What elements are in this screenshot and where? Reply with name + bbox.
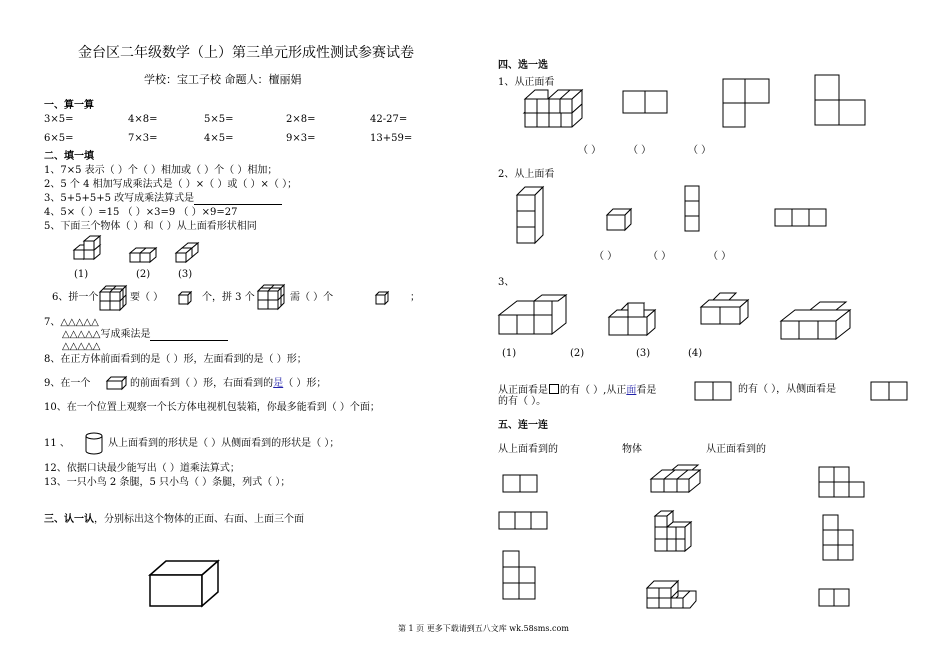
q2-9-text: 的前面看到（ ）形，右面看到的 bbox=[130, 378, 274, 389]
s5-col-front-view: 从正面看到的 bbox=[706, 444, 766, 455]
q9-cuboid-icon bbox=[106, 376, 128, 390]
page-footer: 第 1 页 更多下载请到五八文库 wk.58sms.com bbox=[398, 624, 569, 633]
calc-2-5: 13+59= bbox=[370, 133, 413, 144]
s4-q1: 1、从正面看 bbox=[498, 77, 555, 88]
s5-top-view-3 bbox=[502, 550, 538, 602]
q11-cylinder-icon bbox=[84, 432, 104, 456]
s5-front-view-2 bbox=[822, 514, 856, 564]
q2-6-part-b: 要（ ） bbox=[130, 292, 164, 303]
s4-q3-label-3: (3) bbox=[636, 348, 651, 359]
q2-7-line-1: 7、△△△△△ bbox=[44, 317, 99, 328]
section-5-heading: 五、连一连 bbox=[498, 420, 548, 431]
calc-2-3: 4×5= bbox=[204, 133, 234, 144]
section-4-heading: 四、选一选 bbox=[498, 60, 548, 71]
s5-top-view-1 bbox=[502, 474, 542, 496]
q5-label-3: (3) bbox=[178, 269, 193, 280]
q6-small-cube-icon bbox=[178, 291, 194, 305]
s4-q2-object-figure bbox=[516, 184, 546, 246]
q2-9-part-a: 9、在一个 bbox=[44, 378, 91, 389]
q2-13: 13、一只小鸟 2 条腿，5 只小鸟（ ）条腿，列式（ ）； bbox=[44, 477, 291, 488]
s4-q3-object-4 bbox=[780, 300, 852, 344]
s5-object-3 bbox=[646, 576, 700, 610]
calc-2-2: 7×3= bbox=[128, 133, 158, 144]
calc-1-1: 3×5= bbox=[44, 114, 74, 125]
s4-q3-object-2 bbox=[608, 300, 660, 340]
q2-3 bbox=[44, 193, 282, 205]
q2-6-part-d: 需（ ）个 bbox=[290, 292, 334, 303]
section-3-text: ，分别标出这个物体的正面、右面、上面三个面 bbox=[94, 514, 304, 525]
q6-big-cube-icon-2 bbox=[256, 283, 288, 311]
s4-q3-object-1 bbox=[498, 294, 570, 338]
calc-1-3: 5×5= bbox=[204, 114, 234, 125]
q2-7-blank bbox=[150, 340, 228, 341]
s4-q2-option-2 bbox=[684, 185, 702, 233]
s4-q3-text-d: 的有（ ），从侧面看是 bbox=[738, 384, 837, 395]
s4-q3-text-a: 从正面看是 bbox=[498, 385, 548, 396]
calc-2-4: 9×3= bbox=[286, 133, 316, 144]
calc-2-1: 6×5= bbox=[44, 133, 74, 144]
s4-q3: 3、 bbox=[498, 277, 515, 288]
section-3-heading: 三、认一认 bbox=[44, 514, 94, 525]
s4-q3-label-2: (2) bbox=[570, 348, 585, 359]
s4-q2-option-3 bbox=[774, 208, 830, 228]
section-1-heading: 一、算一算 bbox=[44, 100, 94, 111]
s4-q3-two-squares-figure bbox=[694, 381, 734, 403]
q2-12: 12、依据口诀最少能写出（ ）道乘法算式； bbox=[44, 463, 240, 474]
s4-q3-object-3 bbox=[700, 292, 752, 328]
s4-q2-option-1 bbox=[606, 208, 634, 232]
calc-1-2: 4×8= bbox=[128, 114, 158, 125]
q2-7-line-2 bbox=[62, 329, 228, 341]
s4-q2-paren-3: （ ） bbox=[708, 251, 732, 262]
s4-q2: 2、从上面看 bbox=[498, 169, 555, 180]
q2-9-part-b bbox=[130, 378, 326, 390]
s4-q3-label-4: (4) bbox=[688, 348, 703, 359]
q2-6-part-c: 个，拼 3 个 bbox=[202, 292, 255, 303]
s4-q1-paren-2: （ ） bbox=[628, 145, 652, 156]
section-2-heading: 二、填一填 bbox=[44, 151, 94, 162]
school-line: 学校：宝工子校 命题人：檀丽娟 bbox=[144, 73, 302, 86]
s5-top-view-2 bbox=[498, 511, 552, 533]
s4-q2-paren-2: （ ） bbox=[648, 251, 672, 262]
s4-q3-text-c: 看是 bbox=[636, 385, 657, 396]
page-title: 金台区二年级数学（上）第三单元形成性测试参赛试卷 bbox=[78, 45, 414, 61]
q2-3-text: 3、5+5+5+5 改写成乘法算式是 bbox=[44, 193, 195, 204]
q2-9-text-end: （ ）形； bbox=[283, 378, 327, 389]
q2-4: 4、5×（ ）=15 （ ）×3=9 （ ）×9=27 bbox=[44, 207, 238, 218]
s4-q2-paren-1: （ ） bbox=[594, 251, 618, 262]
q2-5: 5、下面三个物体（ ）和（ ）从上面看形状相同 bbox=[44, 221, 257, 232]
s4-q1-paren-1: （ ） bbox=[578, 145, 602, 156]
q5-object-1-figure bbox=[72, 240, 108, 268]
q5-label-2: (2) bbox=[136, 269, 151, 280]
s4-q1-option-3 bbox=[814, 74, 868, 128]
s5-col-top-view: 从上面看到的 bbox=[498, 444, 558, 455]
s5-object-2 bbox=[654, 508, 694, 554]
s5-object-1 bbox=[650, 464, 702, 496]
section-3-cuboid-figure bbox=[148, 560, 220, 608]
q2-6-part-e: ； bbox=[410, 292, 420, 303]
s4-q1-option-1 bbox=[622, 90, 670, 116]
calc-1-5: 42-27= bbox=[370, 114, 408, 125]
q5-object-3-figure bbox=[174, 245, 202, 267]
q6-small-cube-icon-2 bbox=[375, 291, 391, 305]
s5-front-view-1 bbox=[818, 466, 868, 500]
s4-q1-paren-3: （ ） bbox=[688, 145, 712, 156]
q5-object-2-figure bbox=[128, 245, 162, 267]
q2-8: 8、在正方体前面看到的是（ ）形，左面看到的是（ ）形； bbox=[44, 354, 307, 365]
q2-9-link[interactable]: 是 bbox=[273, 378, 284, 389]
q2-7-text: △△△△△写成乘法是 bbox=[62, 329, 151, 340]
s4-q1-option-2 bbox=[722, 78, 772, 130]
calc-1-4: 2×8= bbox=[286, 114, 316, 125]
s4-q3-link[interactable]: 面 bbox=[626, 385, 637, 396]
s4-q3-two-squares-figure-2 bbox=[870, 381, 910, 403]
s4-q3-text-b: 的有（ ）,从正 bbox=[560, 385, 627, 396]
q5-label-1: (1) bbox=[74, 269, 89, 280]
s5-front-view-3 bbox=[818, 588, 852, 610]
s5-col-object: 物体 bbox=[622, 444, 642, 455]
q2-2: 2、5 个 4 相加写成乘法式是（ ）×（ ）或（ ）×（ ）； bbox=[44, 179, 298, 190]
q2-3-blank bbox=[194, 204, 282, 205]
q6-big-cube-icon bbox=[98, 284, 130, 312]
section-3 bbox=[44, 514, 304, 526]
q2-11-part-a: 11 、 bbox=[44, 438, 70, 449]
s4-q3-label-1: (1) bbox=[502, 348, 517, 359]
s4-q1-object-figure bbox=[524, 84, 588, 138]
q2-11-part-b: 从上面看到的形状是（ ）从侧面看到的形状是（ ）； bbox=[108, 438, 340, 449]
q2-1: 1、7×5 表示（ ）个（ ）相加或（ ）个（ ）相加； bbox=[44, 165, 278, 176]
q2-10: 10、在一个位置上观察一个长方体电视机包装箱，你最多能看到（ ）个面； bbox=[44, 402, 380, 413]
s4-q3-text-e: 的有（ ）。 bbox=[498, 396, 547, 407]
q2-6-part-a: 6、拼一个 bbox=[52, 292, 99, 303]
small-square-icon bbox=[549, 384, 559, 394]
q2-7-line-3: △△△△△ bbox=[62, 341, 101, 352]
